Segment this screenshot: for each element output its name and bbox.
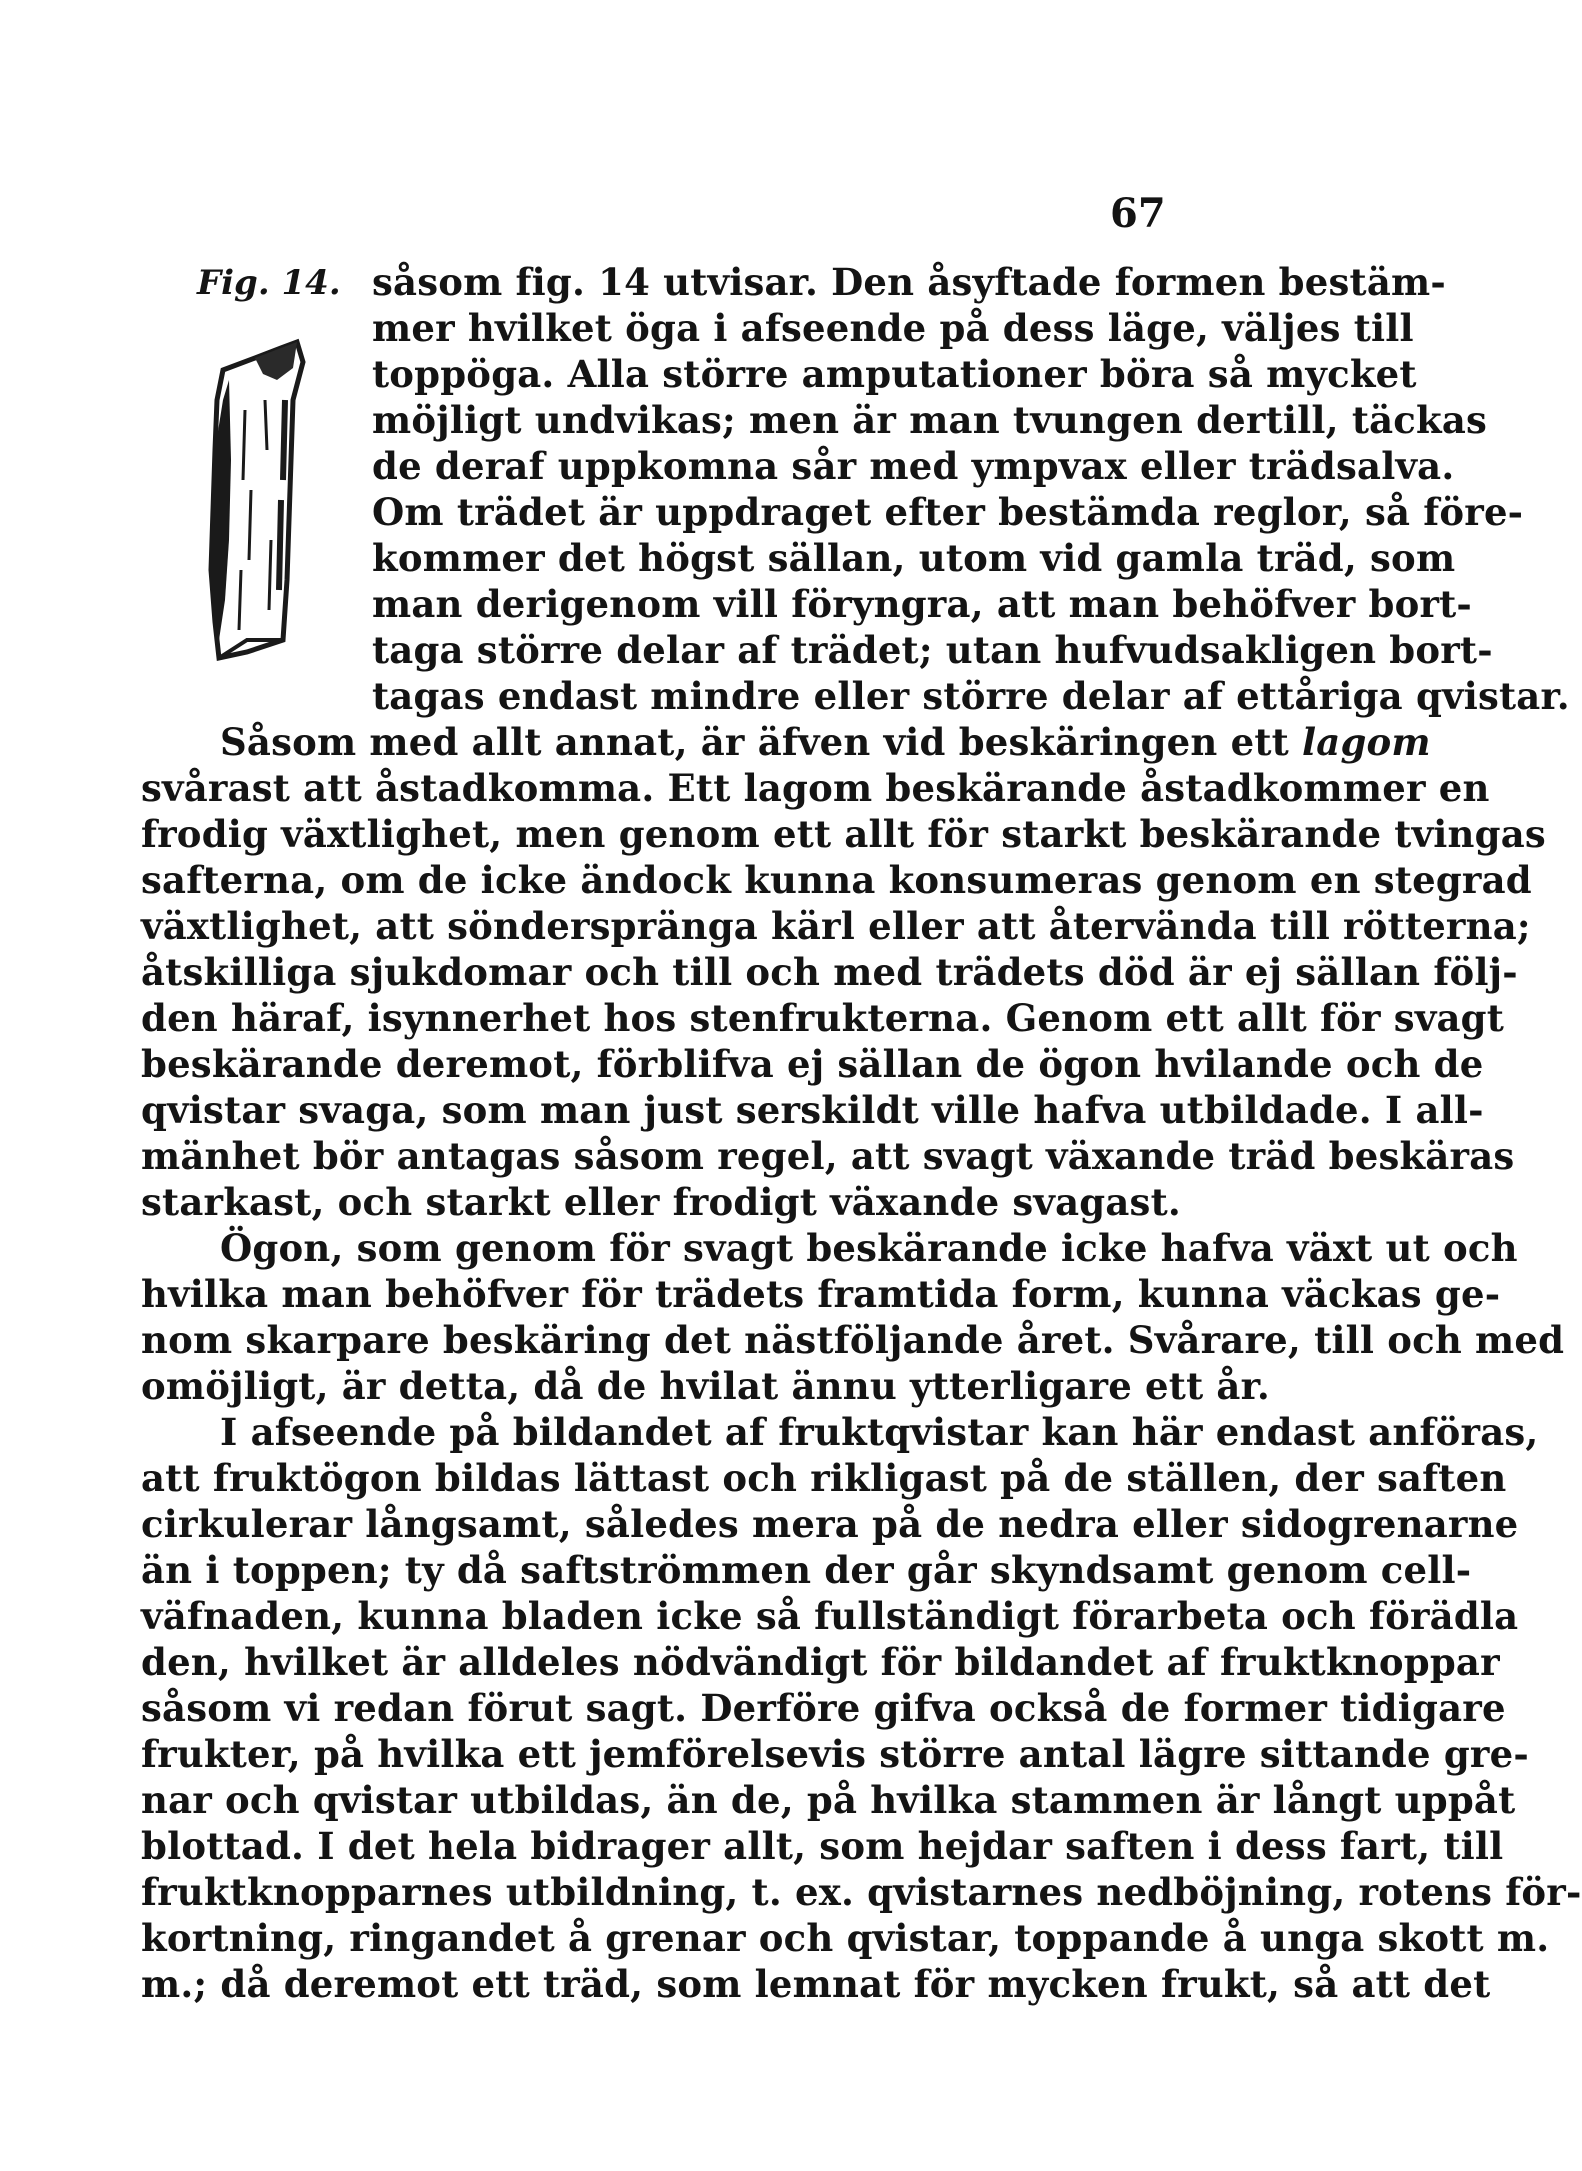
text-line-29: än i toppen; ty då saftströmmen der går skyndsamt genom cell- [141,1548,1472,1592]
text-line-38: m.; då deremot ett träd, som lemnat för mycken frukt, så att det [141,1962,1491,2006]
text-line-15: växtlighet, att sönderspränga kärl eller att återvända till rötterna; [141,904,1531,948]
text-line-25: omöjligt, är detta, då de hvilat ännu ytterligare ett år. [141,1364,1270,1408]
text-line-22: Ögon, som genom för svagt beskärande icke hafva växt ut och [220,1226,1518,1270]
text-line-26: I afseende på bildandet af fruktqvistar kan här endast anföras, [220,1410,1539,1454]
text-line-28: cirkulerar långsamt, således mera på de nedra eller sidogrenarne [141,1502,1519,1546]
text-line-11 [220,719,1431,765]
text-line-20: mänhet bör antagas såsom regel, att svagt växande träd beskäras [141,1134,1515,1178]
text-line-04: möjligt undvikas; men är man tvungen dertill, täckas [372,398,1488,442]
emphasis-word: lagom [1302,720,1431,764]
text-line-37: kortning, ringandet å grenar och qvistar, toppande å unga skott m. [141,1916,1550,1960]
text-line-27: att fruktögon bildas lättast och rikligast på de ställen, der saften [141,1456,1507,1500]
text-line-30: väfnaden, kunna bladen icke så fullständigt förarbeta och förädla [141,1594,1519,1638]
text-line-02: mer hvilket öga i afseende på dess läge, väljes till [372,306,1414,350]
text-line-32: såsom vi redan förut sagt. Derföre gifva också de former tidigare [141,1686,1506,1730]
text-line-13: frodig växtlighet, men genom ett allt för starkt beskärande tvingas [141,812,1546,856]
text-line-01: såsom fig. 14 utvisar. Den åsyftade formen bestäm- [372,260,1446,304]
text-line-24: nom skarpare beskäring det nästföljande året. Svårare, till och med [141,1318,1565,1362]
text-line-10: tagas endast mindre eller större delar af ettåriga qvistar. [372,674,1570,718]
text-line-33: frukter, på hvilka ett jemförelsevis större antal lägre sittande gre- [141,1732,1529,1776]
text-line-35: blottad. I det hela bidrager allt, som hejdar saften i dess fart, till [141,1824,1504,1868]
text-line-09: taga större delar af trädet; utan hufvudsakligen bort- [372,628,1493,672]
text-line-12: svårast att åstadkomma. Ett lagom beskärande åstadkommer en [141,766,1490,810]
text-line-07: kommer det högst sällan, utom vid gamla träd, som [372,536,1456,580]
text-line-14: safterna, om de icke ändock kunna konsumeras genom en stegrad [141,858,1532,902]
figure-caption: Fig. 14. [197,263,341,303]
text-line-21: starkast, och starkt eller frodigt växande svagast. [141,1180,1181,1224]
text-line-08: man derigenom vill föryngra, att man behöfver bort- [372,582,1472,626]
text-line-31: den, hvilket är alldeles nödvändigt för bildandet af fruktknoppar [141,1640,1500,1684]
text-line-23: hvilka man behöfver för trädets framtida form, kunna väckas ge- [141,1272,1501,1316]
text-line-16: åtskilliga sjukdomar och till och med trädets död är ej sällan följ- [141,950,1518,994]
text-line-05: de deraf uppkomna sår med ympvax eller trädsalva. [372,444,1455,488]
text-line-06: Om trädet är uppdraget efter bestämda reglor, så före- [372,490,1524,534]
text-line-17: den häraf, isynnerhet hos stenfrukterna. Genom ett allt för svagt [141,996,1505,1040]
text-line-36: fruktknopparnes utbildning, t. ex. qvistarnes nedböjning, rotens för- [141,1870,1582,1914]
text-line-18: beskärande deremot, förblifva ej sällan de ögon hvilande och de [141,1042,1484,1086]
text-line-11-main: Såsom med allt annat, är äfven vid beskäringen ett [220,720,1289,764]
text-line-34: nar och qvistar utbildas, än de, på hvilka stammen är långt uppåt [141,1778,1516,1822]
text-line-19: qvistar svaga, som man just serskildt ville hafva utbildade. I all- [141,1088,1484,1132]
page-number: 67 [1110,190,1166,237]
text-line-03: toppöga. Alla större amputationer böra så mycket [372,352,1417,396]
tree-trunk-pruned-branch-illustration [185,340,325,660]
